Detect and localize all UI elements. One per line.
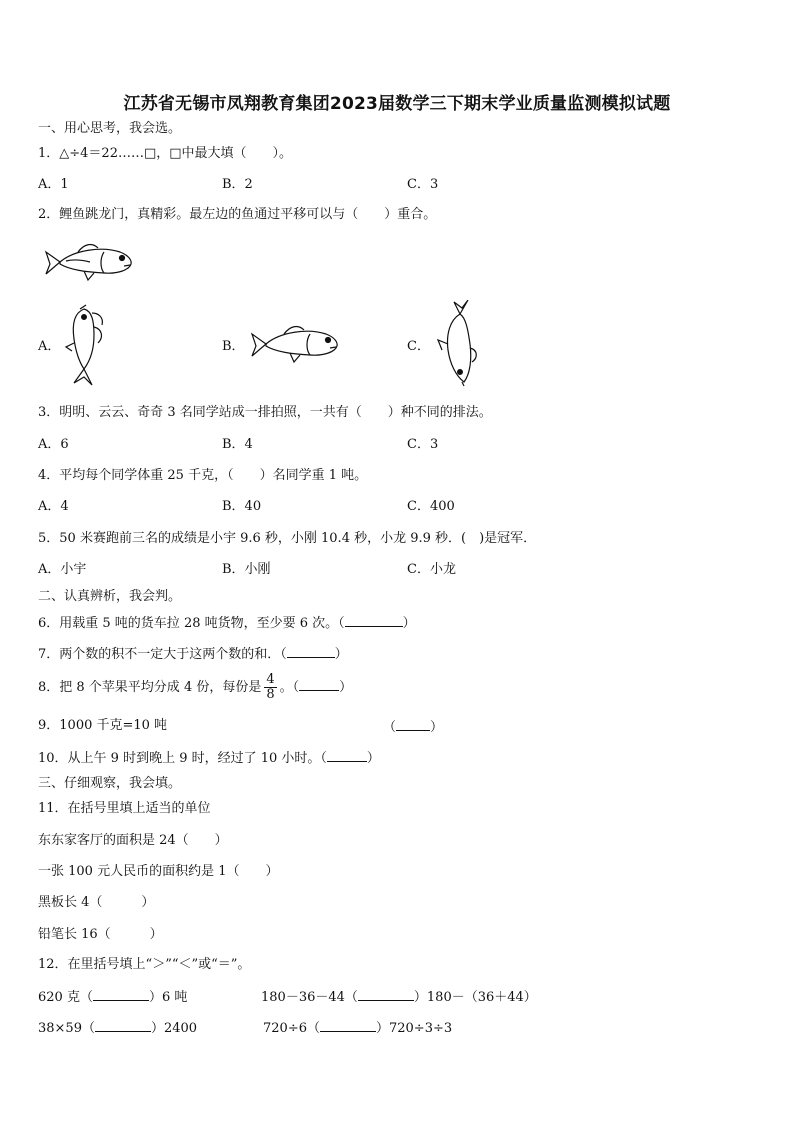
answer-blank[interactable] (95, 1019, 151, 1032)
q11-line-1[interactable]: 东东家客厅的面积是 24（ ） (38, 833, 228, 848)
answer-blank[interactable] (320, 1019, 376, 1032)
answer-blank[interactable] (299, 678, 339, 691)
page-title: 江苏省无锡市凤翔教育集团2023届数学三下期末学业质量监测模拟试题 (123, 94, 671, 114)
question-10: 10．从上午 9 时到晚上 9 时，经过了 10 小时。（ ） (38, 751, 380, 766)
q1-option-b[interactable]: B．2 (222, 177, 253, 192)
question-9-answer: （ ） (383, 720, 444, 735)
question-9: 9．1000 千克=10 吨 (38, 718, 168, 733)
q4-option-c[interactable]: C．400 (407, 499, 455, 514)
question-4: 4．平均每个同学体重 25 千克，（ ）名同学重 1 吨。 (38, 468, 368, 483)
q11-line-3[interactable]: 黑板长 4（ ） (38, 895, 155, 910)
question-6: 6．用载重 5 吨的货车拉 28 吨货物，至少要 6 次。（ ） (38, 616, 416, 631)
question-3: 3．明明、云云、奇奇 3 名同学站成一排拍照，一共有（ ）种不同的排法。 (38, 405, 492, 420)
q3-option-a[interactable]: A．6 (38, 437, 69, 452)
q12-item-2: 180－36－44（ ）180－（36＋44） (261, 990, 537, 1005)
section-heading-3: 三、仔细观察，我会填。 (38, 776, 182, 791)
fish-vertical-head-up-icon (60, 303, 112, 387)
fish-swimming-right-icon (250, 322, 340, 368)
q4-option-a[interactable]: A．4 (38, 499, 69, 514)
q11-line-2[interactable]: 一张 100 元人民币的面积约是 1（ ） (38, 864, 279, 879)
fish-diagonal-head-down-icon (432, 300, 482, 388)
question-12: 12．在里括号填上“＞”“＜”或“＝”。 (38, 957, 251, 972)
q5-option-c[interactable]: C．小龙 (407, 562, 456, 577)
answer-blank[interactable] (396, 718, 430, 731)
question-2: 2．鲤鱼跳龙门，真精彩。最左边的鱼通过平移可以与（ ）重合。 (38, 207, 437, 222)
q2-option-a[interactable]: A． (38, 339, 61, 354)
answer-blank[interactable] (287, 645, 335, 658)
answer-blank[interactable] (93, 988, 149, 1001)
answer-blank[interactable] (358, 988, 414, 1001)
q3-option-c[interactable]: C．3 (407, 437, 439, 452)
q2-option-c[interactable]: C． (407, 339, 430, 354)
answer-blank[interactable] (327, 749, 367, 762)
section-heading-1: 一、用心思考，我会选。 (38, 121, 182, 136)
q4-option-b[interactable]: B．40 (222, 499, 262, 514)
q12-item-3: 38×59（ ）2400 (38, 1021, 198, 1036)
question-5: 5．50 米赛跑前三名的成绩是小宇 9.6 秒，小刚 10.4 秒，小龙 9.9 秒．( )是冠军． (38, 531, 537, 546)
q12-item-1: 620 克（ ）6 吨 (38, 990, 188, 1005)
question-8: 8．把 8 个苹果平均分成 4 份，每份是 $\frac{4}{8}$ 。（ ） (38, 672, 353, 702)
section-heading-2: 二、认真辨析，我会判。 (38, 589, 182, 604)
question-1: 1．△÷4＝22……□，□中最大填（ ）。 (38, 146, 293, 161)
q2-option-b[interactable]: B． (222, 339, 245, 354)
fraction: $\frac{4}{8}$ (266, 672, 275, 702)
question-7: 7．两个数的积不一定大于这两个数的和．（ ） (38, 647, 348, 662)
fish-swimming-right-icon (44, 240, 134, 286)
q3-option-b[interactable]: B．4 (222, 437, 253, 452)
q1-option-a[interactable]: A．1 (38, 177, 69, 192)
answer-blank[interactable] (345, 614, 403, 627)
question-11: 11．在括号里填上适当的单位 (38, 801, 211, 816)
q5-option-a[interactable]: A．小宇 (38, 562, 87, 577)
q1-option-c[interactable]: C．3 (407, 177, 439, 192)
q5-option-b[interactable]: B．小刚 (222, 562, 271, 577)
q12-item-4: 720÷6（ ）720÷3÷3 (263, 1021, 453, 1036)
q11-line-4[interactable]: 铅笔长 16（ ） (38, 927, 163, 942)
